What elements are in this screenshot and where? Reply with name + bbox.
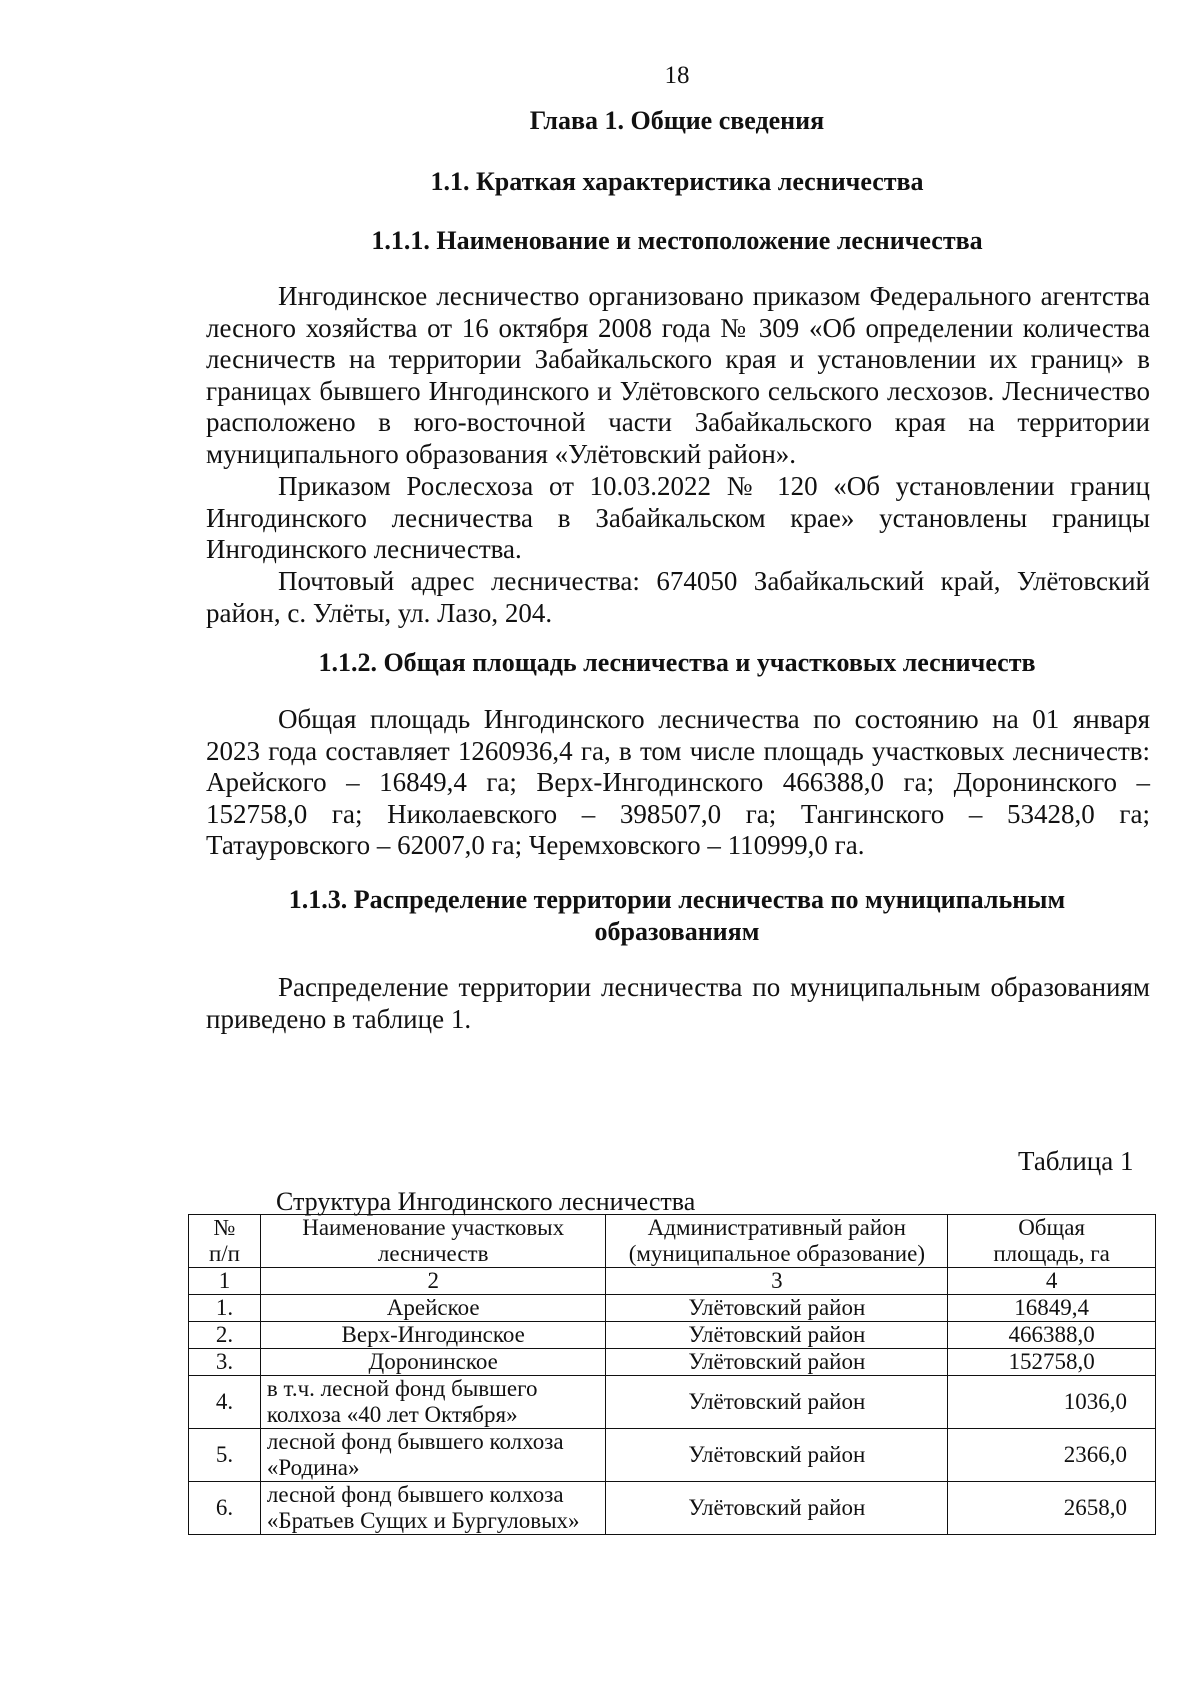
header-name: Наименование участковых лесничеств [260,1215,606,1268]
row-area: 466388,0 [948,1322,1156,1349]
row-district: Улётовский район [606,1482,948,1535]
table-number-label: Таблица 1 [1018,1146,1134,1176]
row-number: 1. [189,1295,261,1322]
table-row [189,1482,1156,1535]
chapter-title: Глава 1. Общие сведения [529,106,825,135]
header-area: Общая площадь, га [948,1215,1156,1268]
row-area: 16849,4 [948,1295,1156,1322]
table-row [189,1429,1156,1482]
section-title: 1.1. Краткая характеристика лесничества [430,167,924,196]
column-number: 1 [189,1268,261,1295]
row-district: Улётовский район [606,1376,948,1429]
table-row [189,1349,1156,1376]
forestry-structure-table [188,1214,1156,1535]
table-row [189,1295,1156,1322]
row-district: Улётовский район [606,1429,948,1482]
subsection-1-1-1-title: 1.1.1. Наименование и местоположение лесничества [371,226,983,255]
header-district: Административный район (муниципальное образование) [606,1215,948,1268]
row-name: Доронинское [260,1349,606,1376]
column-number: 2 [260,1268,606,1295]
table-caption: Структура Ингодинского лесничества [276,1187,696,1216]
table-row [189,1376,1156,1429]
column-number: 3 [606,1268,948,1295]
row-number: 5. [189,1429,261,1482]
table-column-number-row [189,1268,1156,1295]
subsection-1-1-3-title-line1: 1.1.3. Распределение территории лесничества по муниципальным [288,885,1066,914]
subsection-1-1-3-title-line2: образованиям [594,917,760,946]
row-district: Улётовский район [606,1349,948,1376]
header-number: № п/п [189,1215,261,1268]
paragraph-postal-address: Почтовый адрес лесничества: 674050 Забайкальский край, Улётовский район, с. Улёты, ул. Лазо, 204. [206,566,1150,628]
row-area: 152758,0 [948,1349,1156,1376]
table-header-row [189,1215,1156,1268]
row-number: 6. [189,1482,261,1535]
paragraph-distribution: Распределение территории лесничества по муниципальным образованиям приведено в таблице 1. [206,972,1150,1034]
row-area: 1036,0 [948,1376,1156,1429]
row-area: 2366,0 [948,1429,1156,1482]
row-district: Улётовский район [606,1322,948,1349]
paragraph-boundaries: Приказом Рослесхоза от 10.03.2022 № 120 «Об установлении границ Ингодинского лесничества в Забайкальском крае» установлены границы Ингодинского лесничества. [206,471,1150,564]
table-row [189,1322,1156,1349]
row-number: 2. [189,1322,261,1349]
paragraph-location: Ингодинское лесничество организовано приказом Федерального агентства лесного хозяйства от 16 октября 2008 года № 309 «Об определении количества лесничеств на территории Забайкальского края и установлении их границ» в границах бывшего Ингодинского и Улётовского сельского лесхозов. Лесничество расположено в юго-восточной части Забайкальского края на территории муниципального образования «Улётовский район». [206,281,1150,469]
column-number: 4 [948,1268,1156,1295]
row-name: в т.ч. лесной фонд бывшего колхоза «40 лет Октября» [260,1376,606,1429]
page-number: 18 [664,62,690,89]
row-name: лесной фонд бывшего колхоза «Родина» [260,1429,606,1482]
row-number: 3. [189,1349,261,1376]
subsection-1-1-2-title: 1.1.2. Общая площадь лесничества и участковых лесничеств [318,648,1036,677]
row-district: Улётовский район [606,1295,948,1322]
row-name: Арейское [260,1295,606,1322]
row-number: 4. [189,1376,261,1429]
paragraph-total-area: Общая площадь Ингодинского лесничества по состоянию на 01 января 2023 года составляет 1260936,4 га, в том числе площадь участковых лесничеств: Арейского – 16849,4 га; Верх-Ингодинского 466388,0 га; Доронинского – 152758,0 га; Николаевского – 398507,0 га; Тангинского – 53428,0 га; Татауровского – 62007,0 га; Черемховского – 110999,0 га. [206,704,1150,860]
row-name: лесной фонд бывшего колхоза «Братьев Сущих и Бургуловых» [260,1482,606,1535]
row-name: Верх-Ингодинское [260,1322,606,1349]
row-area: 2658,0 [948,1482,1156,1535]
